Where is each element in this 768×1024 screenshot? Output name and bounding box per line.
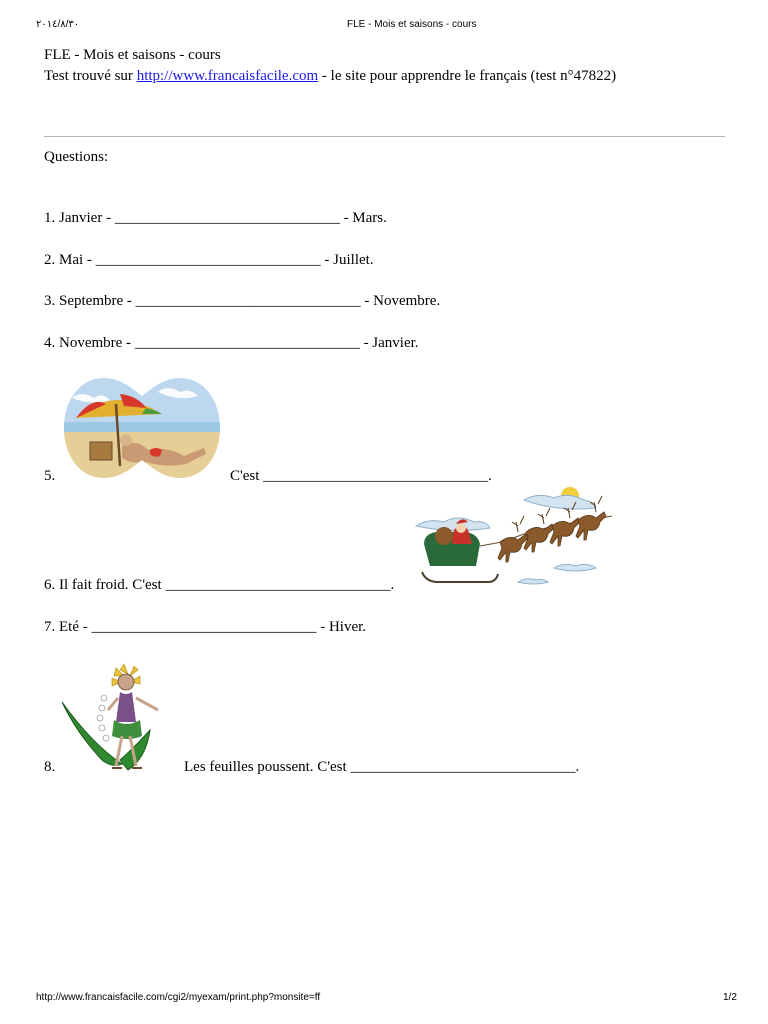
- question-prompt: Les feuilles poussent. C'est: [184, 759, 347, 775]
- answer-blank[interactable]: ______________________________: [95, 252, 321, 268]
- source-line: [44, 68, 616, 85]
- question-suffix: .: [575, 759, 580, 775]
- question-suffix: .: [488, 468, 492, 484]
- answer-blank[interactable]: ______________________________: [91, 619, 317, 635]
- question-suffix: - Novembre.: [364, 293, 441, 309]
- question-8: [184, 759, 579, 776]
- question-5: [230, 468, 492, 485]
- answer-blank[interactable]: ______________________________: [165, 577, 391, 593]
- question-number: 1.: [44, 210, 56, 226]
- question-prompt: Mai -: [59, 252, 92, 268]
- print-date: ٢٠١٤/٨/٣٠: [36, 19, 80, 30]
- divider: [44, 136, 725, 137]
- questions-heading: Questions:: [44, 149, 109, 165]
- question-1: [44, 210, 387, 227]
- question-suffix: .: [390, 577, 395, 593]
- question-2: [44, 252, 374, 269]
- beach-umbrella-illustration: [62, 374, 222, 482]
- answer-blank[interactable]: ______________________________: [263, 468, 489, 484]
- santa-sleigh-illustration: [414, 486, 624, 592]
- source-suffix: - le site pour apprendre le français (test n°47822): [318, 68, 617, 84]
- question-prompt: Il fait froid. C'est: [59, 577, 162, 593]
- question-number: 2.: [44, 252, 56, 268]
- question-number: 3.: [44, 293, 56, 309]
- answer-blank[interactable]: ______________________________: [135, 293, 361, 309]
- question-suffix: - Juillet.: [324, 252, 374, 268]
- question-number: 7.: [44, 619, 56, 635]
- question-prompt: Novembre -: [59, 335, 132, 351]
- question-5-number: 5.: [44, 468, 56, 484]
- page-title: FLE - Mois et saisons - cours: [44, 47, 221, 63]
- question-4: [44, 335, 419, 352]
- question-number: 6.: [44, 577, 56, 593]
- question-3: [44, 293, 440, 310]
- question-prompt: Septembre -: [59, 293, 132, 309]
- print-title: FLE - Mois et saisons - cours: [347, 19, 477, 30]
- question-8-number: 8.: [44, 759, 56, 775]
- question-7: [44, 619, 366, 636]
- question-suffix: - Hiver.: [320, 619, 367, 635]
- source-prefix: Test trouvé sur: [44, 68, 137, 84]
- question-number: 4.: [44, 335, 56, 351]
- question-prompt: C'est: [230, 468, 260, 484]
- question-prompt: Janvier -: [59, 210, 112, 226]
- answer-blank[interactable]: ______________________________: [114, 210, 340, 226]
- print-footer-url: http://www.francaisfacile.com/cgi2/myexam/print.php?monsite=ff: [36, 992, 321, 1003]
- spring-lily-illustration: [58, 658, 162, 776]
- question-suffix: - Janvier.: [363, 335, 419, 351]
- question-6: [44, 577, 394, 594]
- source-link[interactable]: http://www.francaisfacile.com: [136, 68, 319, 84]
- answer-blank[interactable]: ______________________________: [134, 335, 360, 351]
- question-prompt: Eté -: [59, 619, 88, 635]
- question-suffix: - Mars.: [343, 210, 387, 226]
- answer-blank[interactable]: ______________________________: [350, 759, 576, 775]
- page-number: 1/2: [723, 992, 737, 1003]
